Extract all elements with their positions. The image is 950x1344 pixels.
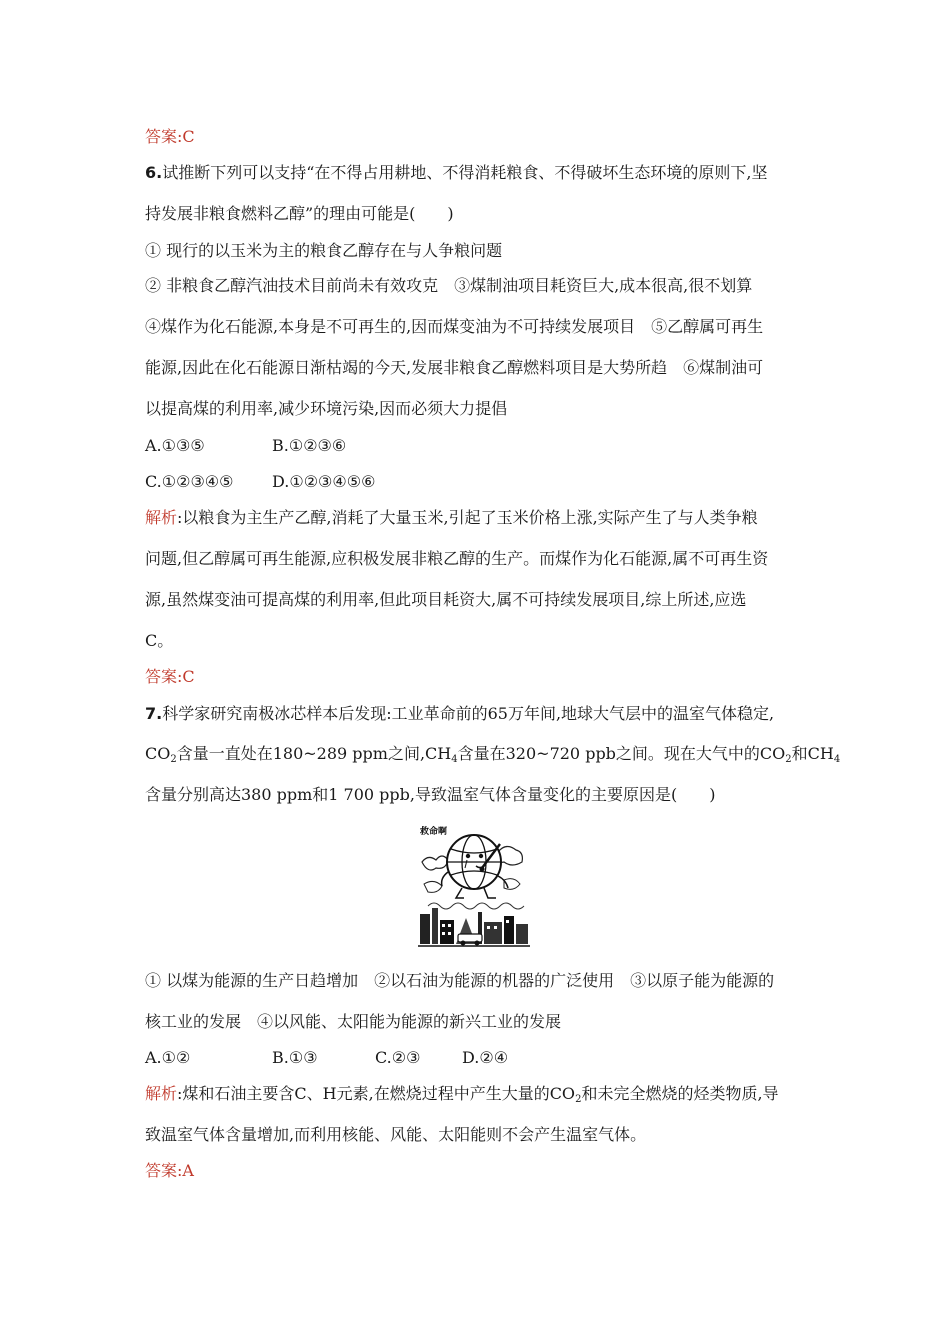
- q7-cartoon-figure: [418, 822, 530, 948]
- q7-analysis-line-2: 致温室气体含量增加,而利用核能、风能、太阳能则不会产生温室气体。: [145, 1125, 647, 1144]
- q7-stem-2b: 含量一直处在180~289 ppm之间,CH: [176, 744, 452, 763]
- q7-item-line-2: 核工业的发展 ④以风能、太阳能为能源的新兴工业的发展: [145, 1012, 562, 1031]
- q7-stem-2d: 和CH: [791, 744, 834, 763]
- q7-stem-2-sub2: 4: [451, 754, 458, 765]
- q7-analysis-line-1: [145, 1084, 779, 1104]
- answer-label: 答案: [145, 127, 178, 146]
- q7-number: 7.: [145, 704, 163, 723]
- q7-option-c: C.②③: [375, 1048, 421, 1067]
- q7-answer-value: :A: [177, 1161, 194, 1180]
- q6-option-d: D.①②③④⑤⑥: [272, 472, 376, 491]
- q7-stem-2c: 含量在320~720 ppb之间。现在大气中的CO: [457, 744, 786, 763]
- cartoon-caption: 救命啊: [420, 827, 448, 837]
- q7-option-a: A.①②: [145, 1048, 191, 1067]
- q7-analysis-label: 解析: [145, 1084, 178, 1103]
- q7-stem-2-sub4: 4: [833, 754, 841, 765]
- q6-analysis-text-1: :以粮食为主生产乙醇,消耗了大量玉米,引起了玉米价格上涨,实际产生了与人类争粮: [177, 508, 758, 527]
- q7-option-d: D.②④: [462, 1048, 509, 1067]
- q6-option-c: C.①②③④⑤: [145, 472, 234, 491]
- q7-answer-label: 答案: [145, 1161, 178, 1180]
- q6-answer-label: 答案: [145, 667, 178, 686]
- q6-answer-line: [145, 667, 195, 687]
- q6-item-line-1: ① 现行的以玉米为主的粮食乙醇存在与人争粮问题: [145, 241, 503, 260]
- q6-analysis-line-1: [145, 508, 758, 528]
- q7-analysis-text-1a: :煤和石油主要含C、H元素,在燃烧过程中产生大量的CO: [177, 1084, 576, 1103]
- q6-item-line-5: 以提高煤的利用率,减少环境污染,因而必须大力提倡: [145, 399, 508, 418]
- q6-item-line-4: 能源,因此在化石能源日渐枯竭的今天,发展非粮食乙醇燃料项目是大势所趋 ⑥煤制油可: [145, 358, 764, 377]
- q6-analysis-line-3: 源,虽然煤变油可提高煤的利用率,但此项目耗资大,属不可持续发展项目,综上所述,应选: [145, 590, 747, 609]
- q6-stem-line-2: 持发展非粮食燃料乙醇”的理由可能是( ): [145, 204, 454, 223]
- q7-analysis-sub: 2: [575, 1094, 582, 1105]
- q7-stem-2-sub1: 2: [170, 754, 177, 765]
- q6-analysis-line-4: C。: [145, 631, 174, 650]
- q7-analysis-text-1b: 和未完全燃烧的烃类物质,导: [581, 1084, 779, 1103]
- q7-stem-line-3: 含量分别高达380 ppm和1 700 ppb,导致温室气体含量变化的主要原因是( ): [145, 785, 716, 804]
- q7-answer-line: [145, 1161, 194, 1181]
- q6-analysis-label: 解析: [145, 508, 178, 527]
- q6-item-line-3: ④煤作为化石能源,本身是不可再生的,因而煤变油为不可持续发展项目 ⑤乙醇属可再生: [145, 317, 764, 336]
- q6-stem-text-1: 试推断下列可以支持“在不得占用耕地、不得消耗粮食、不得破坏生态环境的原则下,坚: [162, 163, 768, 182]
- q6-analysis-line-2: 问题,但乙醇属可再生能源,应积极发展非粮乙醇的生产。而煤作为化石能源,属不可再生资: [145, 549, 769, 568]
- answer-value: :C: [177, 127, 195, 146]
- q7-stem-2a: CO: [145, 744, 171, 763]
- cartoon-earth-illustration: [418, 822, 530, 948]
- q7-stem-line-2: [145, 744, 840, 764]
- q6-item-line-2: ② 非粮食乙醇汽油技术目前尚未有效攻克 ③煤制油项目耗资巨大,成本很高,很不划算: [145, 276, 753, 295]
- q7-option-b: B.①③: [272, 1048, 318, 1067]
- q6-stem-line-1: [145, 163, 768, 183]
- q7-stem-line-1: [145, 704, 774, 724]
- q6-option-b: B.①②③⑥: [272, 436, 347, 455]
- q7-stem-2-sub3: 2: [785, 754, 792, 765]
- q6-answer-value: :C: [177, 667, 195, 686]
- answer-line-prev: [145, 127, 195, 147]
- q7-stem-text-1: 科学家研究南极冰芯样本后发现:工业革命前的65万年间,地球大气层中的温室气体稳定,: [162, 704, 775, 723]
- q7-item-line-1: ① 以煤为能源的生产日趋增加 ②以石油为能源的机器的广泛使用 ③以原子能为能源的: [145, 971, 775, 990]
- q6-option-a: A.①③⑤: [145, 436, 205, 455]
- q6-number: 6.: [145, 163, 163, 182]
